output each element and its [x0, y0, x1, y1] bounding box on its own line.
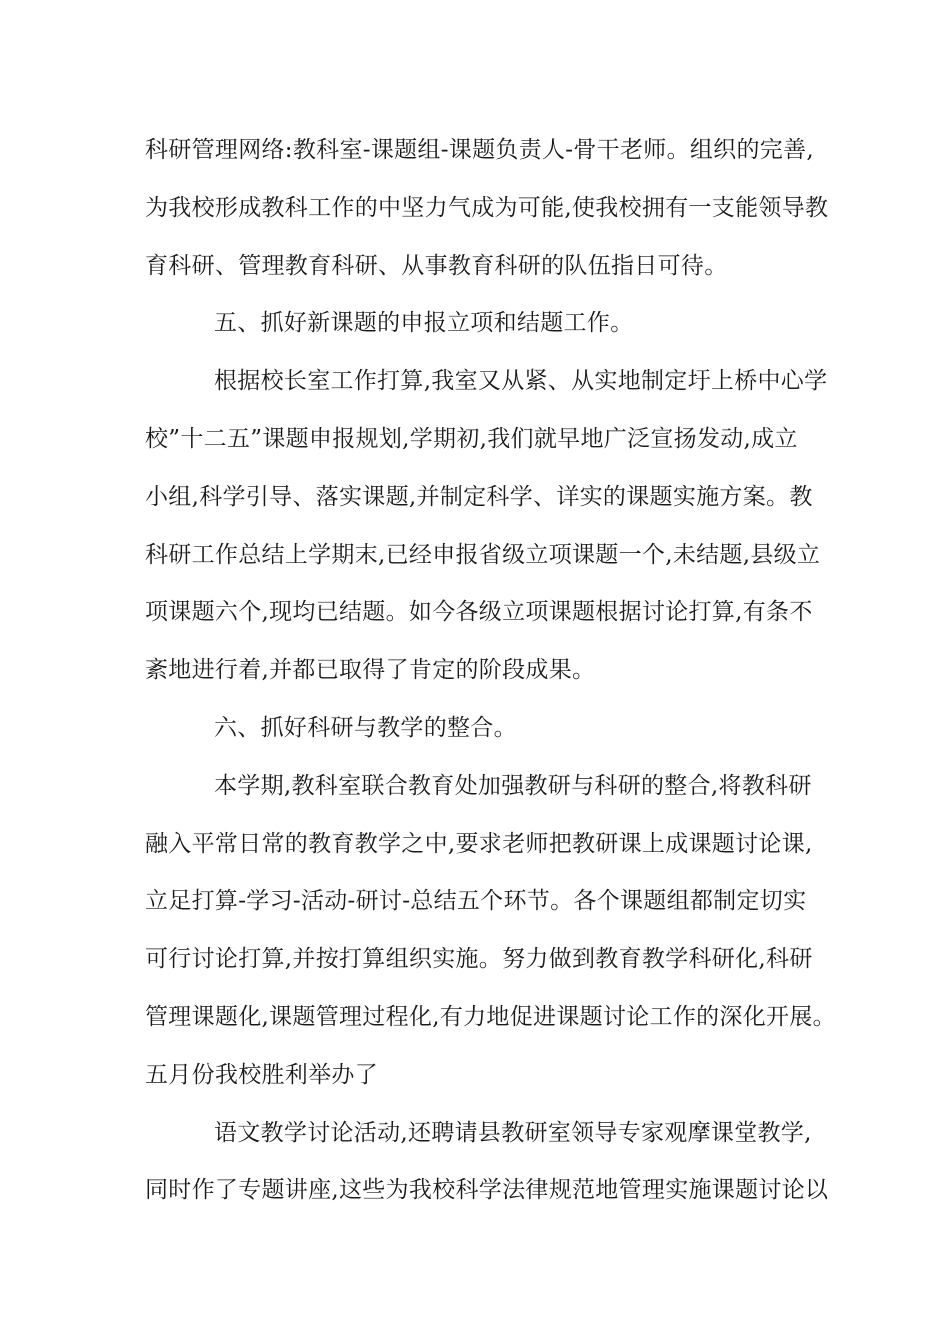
- section-heading-6: 六、抓好科研与教学的整合。: [214, 715, 517, 741]
- section-heading-5: 五、抓好新课题的申报立项和结题工作。: [214, 310, 634, 336]
- text-line-6: 校”十二五”课题申报规划,学期初,我们就早地广泛宣扬发动,成立: [145, 426, 798, 452]
- text-line-13: 融入平常日常的教育教学之中,要求老师把教研课上成课题讨论课,: [145, 831, 813, 857]
- text-line-3: 育科研、管理教育科研、从事教育科研的队伍指日可待。: [145, 253, 728, 279]
- text-line-1: 科研管理网络:教科室-课题组-课题负责人-骨干老师。组织的完善,: [145, 137, 814, 163]
- text-line-7: 小组,科学引导、落实课题,并制定科学、详实的课题实施方案。教: [145, 484, 813, 510]
- text-line-17: 五月份我校胜利举办了: [145, 1062, 378, 1088]
- text-line-16: 管理课题化,课题管理过程化,有力地促进课题讨论工作的深化开展。: [145, 1004, 836, 1030]
- text-line-5: 根据校长室工作打算,我室又从紧、从实地制定圩上桥中心学: [214, 368, 828, 394]
- text-line-8: 科研工作总结上学期末,已经申报省级立项课题一个,未结题,县级立: [145, 542, 821, 568]
- text-line-10: 紊地进行着,并都已取得了肯定的阶段成果。: [145, 657, 596, 683]
- text-line-19: 同时作了专题讲座,这些为我校科学法律规范地管理实施课题讨论以: [145, 1177, 829, 1203]
- text-line-12: 本学期,教科室联合教育处加强教研与科研的整合,将教科研: [214, 773, 812, 799]
- text-line-15: 可行讨论打算,并按打算组织实施。努力做到教育教学科研化,科研: [145, 946, 813, 972]
- text-line-2: 为我校形成教科工作的中坚力气成为可能,使我校拥有一支能领导教: [145, 195, 829, 221]
- text-line-9: 项课题六个,现均已结题。如今各级立项课题根据讨论打算,有条不: [145, 599, 813, 625]
- text-line-18: 语文教学讨论活动,还聘请县教研室领导专家观摩课堂教学,: [214, 1120, 812, 1146]
- text-line-14: 立足打算-学习-活动-研讨-总结五个环节。各个课题组都制定切实: [145, 888, 807, 914]
